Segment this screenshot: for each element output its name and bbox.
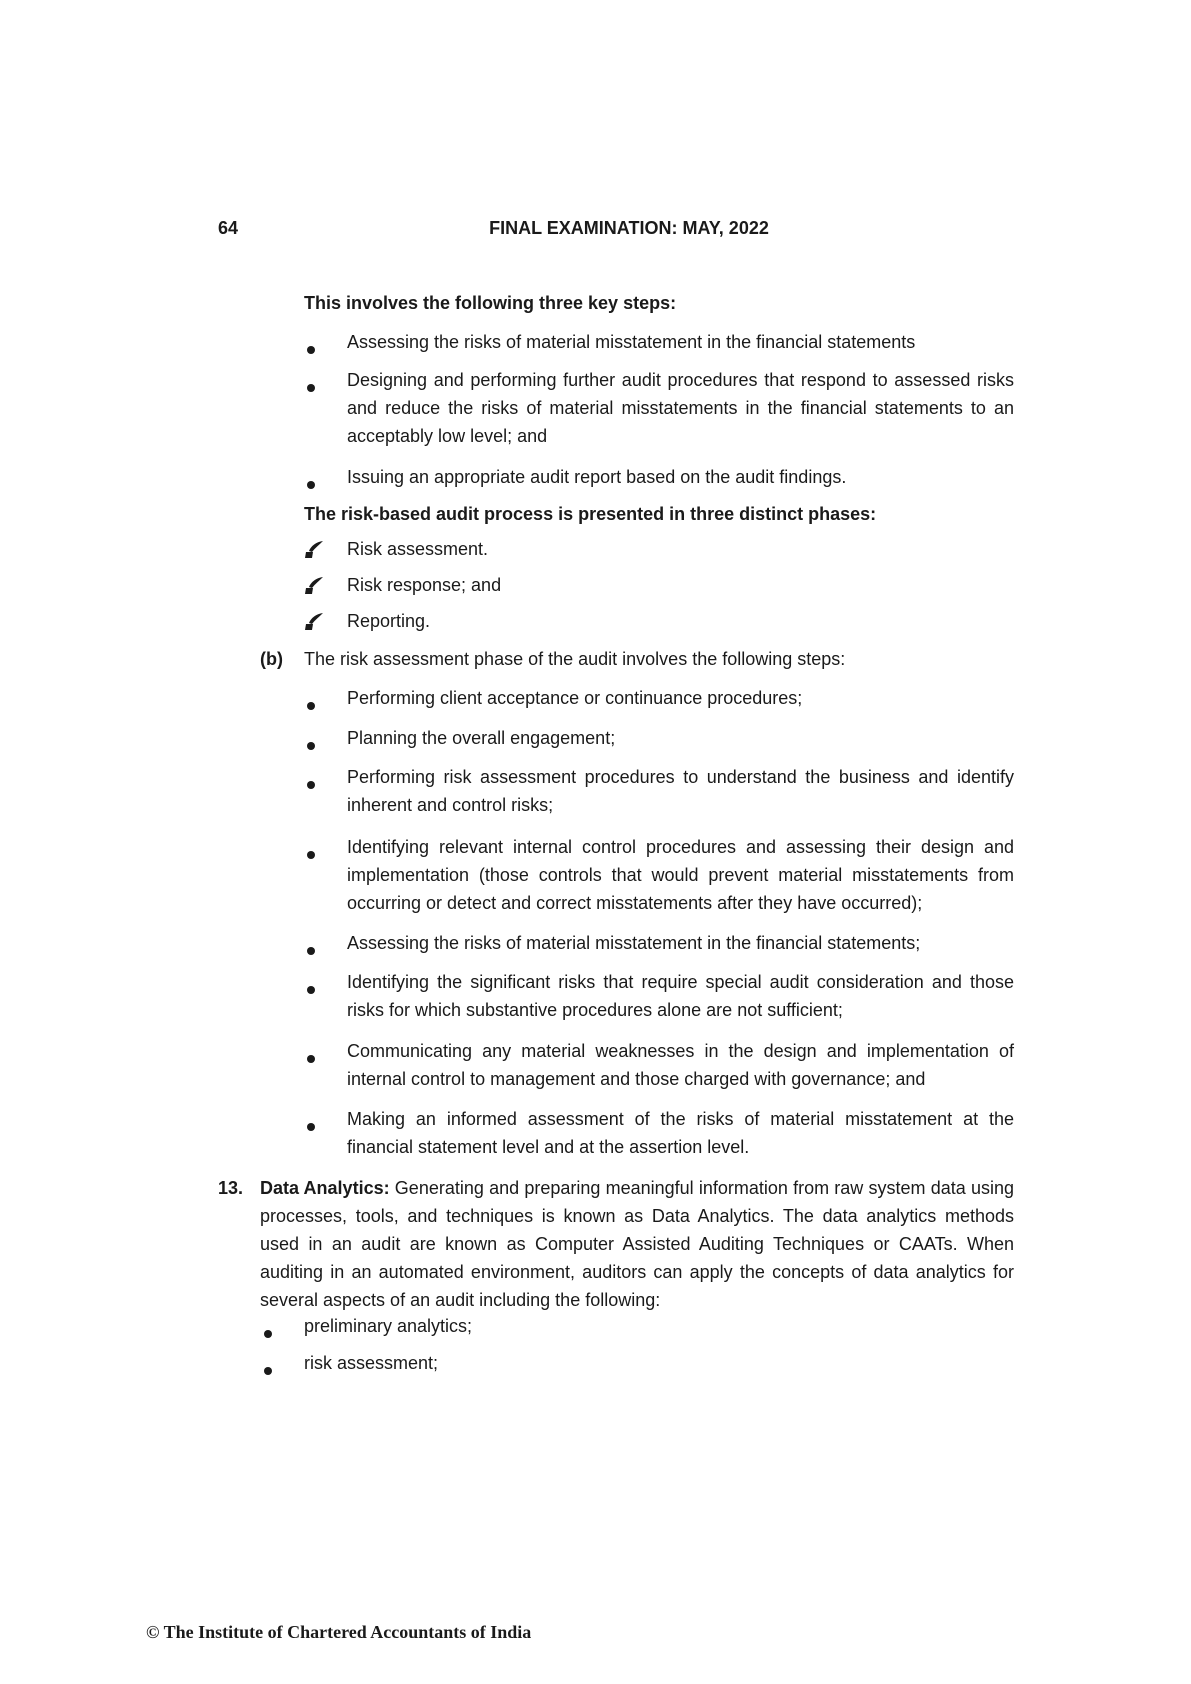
bullet-icon bbox=[264, 1367, 272, 1375]
bullet-icon bbox=[307, 384, 315, 392]
list-item: Performing risk assessment procedures to understand the business and identify inherent and control risks; bbox=[347, 767, 1014, 815]
list-item: risk assessment; bbox=[304, 1353, 439, 1373]
bullet-icon bbox=[307, 781, 315, 789]
page-header bbox=[218, 218, 1040, 244]
bullet-icon bbox=[307, 346, 315, 354]
list-item: Communicating any material weaknesses in the design and implementation of internal control to management and those charged with governance; and bbox=[347, 1041, 1014, 1089]
list-item: Performing client acceptance or continuance procedures; bbox=[347, 688, 803, 708]
list-item: Issuing an appropriate audit report based on the audit findings. bbox=[347, 467, 847, 487]
list-item: Planning the overall engagement; bbox=[347, 728, 616, 748]
bullet-icon bbox=[307, 702, 315, 710]
footer-copyright: © The Institute of Chartered Accountants of India bbox=[146, 1622, 532, 1642]
bullet-icon bbox=[264, 1330, 272, 1338]
phase-item: Reporting. bbox=[347, 611, 431, 631]
list-item: Assessing the risks of material misstatement in the financial statements bbox=[347, 332, 916, 352]
bullet-icon bbox=[307, 947, 315, 955]
page-number: 64 bbox=[218, 218, 239, 238]
list-item: Assessing the risks of material misstatement in the financial statements; bbox=[347, 933, 921, 953]
bullet-icon bbox=[307, 986, 315, 994]
section-b-intro: The risk assessment phase of the audit involves the following steps: bbox=[304, 649, 846, 669]
list-item: Making an informed assessment of the risks of material misstatement at the financial statement level and at the assertion level. bbox=[347, 1109, 1014, 1157]
question-number: 13. bbox=[218, 1178, 244, 1198]
bullet-icon bbox=[307, 851, 315, 859]
data-analytics-paragraph bbox=[260, 1174, 1014, 1314]
list-item: Identifying the significant risks that require special audit consideration and those risks for which substantive procedures alone are not sufficient; bbox=[347, 972, 1014, 1020]
phase-item: Risk assessment. bbox=[347, 539, 489, 559]
phase-item: Risk response; and bbox=[347, 575, 502, 595]
section-b-marker: (b) bbox=[260, 649, 283, 669]
quill-icon bbox=[303, 612, 325, 632]
bullet-icon bbox=[307, 1055, 315, 1063]
bullet-icon bbox=[307, 742, 315, 750]
bullet-icon bbox=[307, 481, 315, 489]
list-item: Designing and performing further audit procedures that respond to assessed risks and reduce the risks of material misstatements in the financial statements to an acceptably low level; and bbox=[347, 370, 1014, 446]
definition-text: Generating and preparing meaningful information from raw system data using processes, tools, and techniques is known as Data Analytics. The data analytics methods used in an audit are known as Computer Assisted Auditing Techniques or CAATs. When auditing in an automated environment, auditors can apply the concepts of data analytics for several aspects of an audit including the following: bbox=[260, 1178, 1015, 1310]
phases-intro: The risk-based audit process is presented in three distinct phases: bbox=[304, 504, 877, 524]
list-item: preliminary analytics; bbox=[304, 1316, 473, 1336]
bullet-icon bbox=[307, 1123, 315, 1131]
page-title: FINAL EXAMINATION: MAY, 2022 bbox=[489, 218, 769, 238]
steps-intro: This involves the following three key steps: bbox=[304, 293, 677, 313]
quill-icon bbox=[303, 540, 325, 560]
quill-icon bbox=[303, 576, 325, 596]
list-item: Identifying relevant internal control procedures and assessing their design and implementation (those controls that would prevent material misstatements from occurring or detect and correct misstatements after they have occurred); bbox=[347, 837, 1014, 913]
term: Data Analytics: bbox=[260, 1178, 390, 1198]
